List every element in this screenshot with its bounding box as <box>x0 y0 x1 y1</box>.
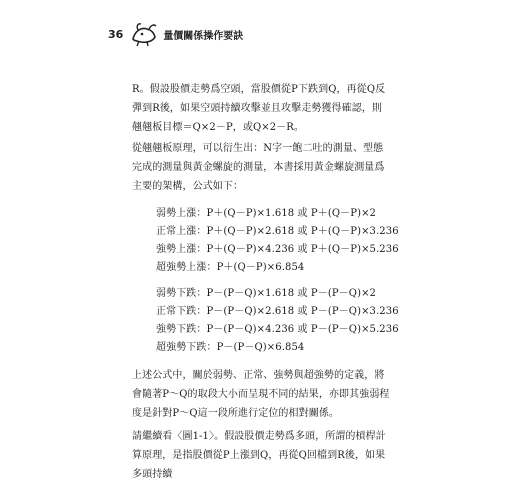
formula-strong-down: 強勢下跌：P－(P－Q)×4.236 或 P－(P－Q)×5.236 <box>156 324 399 335</box>
formula-weak-down: 弱勢下跌：P－(P－Q)×1.618 或 P－(P－Q)×2 <box>156 288 377 299</box>
formula-strong-up: 強勢上漲：P＋(Q－P)×4.236 或 P＋(Q－P)×5.236 <box>156 244 399 255</box>
paragraph-1: R。假設股價走勢爲空頭，當股價從P下跌到Q，再從Q反彈到R後，如果空頭持續攻擊並且攻擊走勢獲得確認，則翹翹板目標＝Q×2－P，或Q×2－R。 <box>132 84 386 133</box>
formula-normal-down: 正常下跌：P－(P－Q)×2.618 或 P－(P－Q)×3.236 <box>156 306 399 317</box>
formula-super-strong-up: 超強勢上漲：P＋(Q－P)×6.854 <box>156 262 305 273</box>
bull-logo-icon <box>129 21 159 47</box>
formula-normal-up: 正常上漲：P＋(Q－P)×2.618 或 P＋(Q－P)×3.236 <box>156 226 399 237</box>
formula-super-strong-down: 超強勢下跌：P－(P－Q)×6.854 <box>156 342 305 353</box>
paragraph-3: 上述公式中，關於弱勢、正常、強勢與超強勢的定義，將會隨著P～Q的取段大小而呈現不同的結果，亦即其強弱程度是針對P～Q這一段所進行定位的相對關係。 <box>132 370 390 419</box>
page-header <box>108 22 243 46</box>
paragraph-4: 請繼續看〈圖1-1〉。假設股價走勢爲多頭，所謂的槓桿計算原理，是指股價從P上漲到Q，再從Q回檔到R後，如果多頭持續 <box>132 431 386 480</box>
formula-weak-up: 弱勢上漲：P＋(Q－P)×1.618 或 P＋(Q－P)×2 <box>156 208 377 219</box>
page-number: 36 <box>108 27 124 41</box>
running-title: 量價關係操作要訣 <box>163 30 244 42</box>
paragraph-2: 從翹翹板原理，可以衍生出：N字一飽二吐的測量、型態完成的測量與黃金螺旋的測量，本書採用黃金螺旋測量爲主要的架構，公式如下： <box>132 143 385 192</box>
